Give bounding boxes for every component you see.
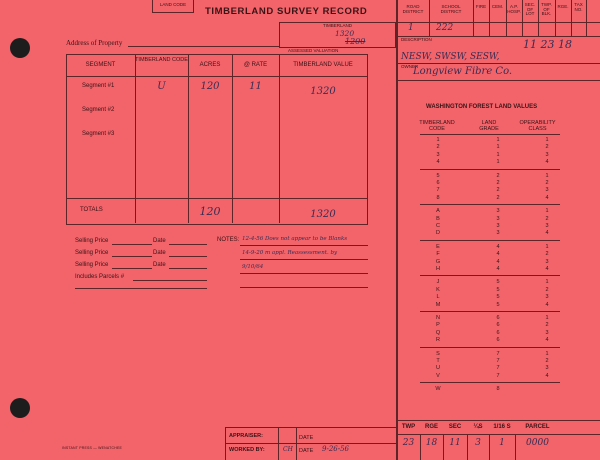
fv-code: B bbox=[436, 215, 440, 222]
fv-code: M bbox=[435, 301, 441, 308]
fv-grade: 6 bbox=[496, 329, 500, 336]
appraiser-label: APPRAISER: bbox=[229, 433, 263, 439]
fv-grade: 3 bbox=[496, 215, 500, 222]
land-code-label: LAND CODE bbox=[159, 2, 187, 7]
fv-grade: 2 bbox=[496, 180, 500, 186]
parcel-value-sec: 11 bbox=[449, 438, 461, 448]
fv-code: L bbox=[436, 294, 440, 301]
fv-class: 2 bbox=[545, 286, 549, 293]
worked-by-label: WORKED BY: bbox=[229, 447, 265, 453]
parcel-header-parcel: PARCEL bbox=[525, 424, 550, 430]
fv-class: 4 bbox=[545, 194, 549, 201]
notes-line-2: 14-9-20 m appl. Reassessment. by bbox=[242, 250, 338, 256]
fv-class: 3 bbox=[545, 187, 549, 194]
fv-class: 2 bbox=[545, 322, 549, 329]
parcel-value-quarter: 3 bbox=[475, 438, 481, 448]
table-totals-divider bbox=[66, 198, 367, 199]
fv-grade: 6 bbox=[496, 315, 500, 321]
fv-group-divider bbox=[420, 240, 560, 241]
fv-grade: 1 bbox=[496, 151, 500, 158]
fv-class: 3 bbox=[545, 294, 549, 301]
col-divider bbox=[232, 54, 233, 223]
appraiser-col-divider bbox=[278, 427, 279, 460]
fv-code: P bbox=[436, 322, 440, 329]
fire-header: FIRE bbox=[475, 4, 487, 9]
timberland-value-2: 1200 bbox=[345, 37, 366, 46]
parcel-header-sec: SEC bbox=[448, 424, 462, 430]
fv-code: 3 bbox=[436, 151, 440, 158]
fv-grade: 2 bbox=[496, 172, 500, 179]
fv-class: 3 bbox=[545, 329, 549, 336]
tax-no-header: TAX NO. bbox=[574, 2, 583, 12]
parcel-header-sixteenth: 1/16 S bbox=[493, 424, 511, 430]
worked-date-label: DATE bbox=[299, 448, 314, 454]
header-timberland-value: TIMBERLAND VALUE bbox=[293, 62, 353, 68]
selling-price-label: Selling Price bbox=[75, 250, 109, 256]
appraiser-date-label: DATE bbox=[299, 435, 314, 441]
fv-grade: 2 bbox=[496, 194, 500, 201]
segment-1-code: U bbox=[157, 81, 166, 92]
fv-grade: 2 bbox=[496, 187, 500, 194]
fv-class: 2 bbox=[545, 358, 549, 364]
header-segment: SEGMENT bbox=[85, 62, 116, 68]
land-code-box bbox=[152, 0, 194, 13]
selling-date-label: Date bbox=[153, 262, 166, 268]
description-line bbox=[397, 63, 600, 64]
district-col-divider bbox=[429, 0, 430, 37]
fv-code: 8 bbox=[436, 194, 440, 201]
fv-class: 4 bbox=[545, 337, 549, 344]
description-value: NESW, SWSW, SESW, bbox=[401, 52, 500, 62]
fv-class: 1 bbox=[545, 350, 549, 357]
fv-code: 6 bbox=[436, 180, 440, 186]
fv-grade: 7 bbox=[496, 365, 500, 372]
printer-credit: INSTANT PRESS — WENATCHEE bbox=[62, 446, 123, 450]
totals-acres: 120 bbox=[199, 205, 221, 218]
fv-class: 2 bbox=[545, 144, 549, 151]
fv-code: 5 bbox=[436, 172, 440, 179]
fv-group-divider bbox=[420, 275, 560, 276]
notes-label: NOTES: bbox=[217, 237, 240, 243]
fv-code: G bbox=[435, 258, 441, 265]
punch-hole bbox=[10, 398, 30, 418]
fv-header-code: TIMBERLAND CODE bbox=[419, 120, 455, 132]
entry-line bbox=[169, 244, 207, 245]
district-header-divider bbox=[397, 22, 600, 23]
fv-grade: 4 bbox=[496, 243, 500, 250]
forest-values-title: WASHINGTON FOREST LAND VALUES bbox=[426, 104, 538, 110]
fv-code: N bbox=[436, 315, 440, 321]
fv-class: 3 bbox=[545, 365, 549, 372]
notes-line bbox=[240, 245, 368, 246]
parcel-header-quarter: ¼S bbox=[473, 424, 483, 430]
road-district-header: ROAD DISTRICT bbox=[402, 4, 424, 14]
segment-2-label: Segment #2 bbox=[82, 107, 115, 113]
fv-group-divider bbox=[420, 347, 560, 348]
fv-group-divider bbox=[420, 204, 560, 205]
fv-class: 2 bbox=[545, 215, 549, 222]
col-divider bbox=[279, 54, 280, 223]
fv-class: 2 bbox=[545, 251, 549, 258]
fv-group-divider bbox=[420, 311, 560, 312]
notes-line-1: 12-4-56 Does not appear to be Blanks bbox=[242, 236, 348, 242]
fv-grade: 5 bbox=[496, 279, 500, 286]
fv-class: 4 bbox=[545, 266, 549, 272]
fv-grade: 1 bbox=[496, 137, 500, 143]
fv-grade: 4 bbox=[496, 258, 500, 265]
fv-code: R bbox=[436, 337, 440, 344]
segment-1-acres: 120 bbox=[200, 81, 220, 92]
fv-group-divider bbox=[420, 169, 560, 170]
fv-group-divider bbox=[420, 382, 560, 383]
entry-line bbox=[169, 256, 207, 257]
fv-class: 1 bbox=[545, 243, 549, 250]
totals-value: 1320 bbox=[310, 209, 336, 220]
card-center-divider bbox=[396, 0, 398, 460]
worked-date-value: 9-26-56 bbox=[322, 445, 349, 453]
fv-grade: 5 bbox=[496, 301, 500, 308]
header-acres: ACRES bbox=[199, 62, 221, 68]
entry-line bbox=[169, 268, 207, 269]
address-line bbox=[128, 46, 280, 47]
worked-by-value: CH bbox=[283, 446, 293, 453]
fv-code: D bbox=[436, 230, 440, 237]
fv-code: S bbox=[436, 350, 440, 357]
entry-line bbox=[75, 288, 207, 289]
fv-grade: 5 bbox=[496, 294, 500, 301]
fv-class: 4 bbox=[545, 301, 549, 308]
timberland-value-1: 1320 bbox=[335, 29, 355, 38]
address-label: Address of Property bbox=[66, 39, 123, 47]
segment-1-rate: 11 bbox=[249, 81, 262, 92]
fv-class: 3 bbox=[545, 223, 549, 229]
entry-line bbox=[112, 268, 152, 269]
fv-class: 1 bbox=[545, 137, 549, 143]
notes-line bbox=[240, 259, 368, 260]
fv-class: 3 bbox=[545, 258, 549, 265]
entry-line bbox=[112, 256, 152, 257]
district-col-divider bbox=[586, 0, 587, 37]
fv-code: F bbox=[436, 251, 440, 258]
selling-date-label: Date bbox=[153, 250, 166, 256]
fv-grade: 1 bbox=[496, 144, 500, 151]
fv-grade: 8 bbox=[496, 386, 500, 393]
owner-label: OWNER bbox=[401, 64, 419, 69]
segment-1-label: Segment #1 bbox=[82, 83, 115, 89]
school-district-value: 222 bbox=[436, 23, 454, 33]
assessed-valuation-label: ASSESSED VALUATION bbox=[288, 48, 339, 53]
parcel-value-twp: 23 bbox=[402, 438, 415, 448]
fv-class: 1 bbox=[545, 279, 549, 286]
col-divider bbox=[188, 54, 189, 223]
fv-code: T bbox=[436, 358, 440, 364]
description-label: DESCRIPTION bbox=[401, 37, 432, 42]
parcel-grid-middle bbox=[397, 434, 600, 435]
fv-grade: 3 bbox=[496, 223, 500, 229]
selling-date-label: Date bbox=[153, 238, 166, 244]
fv-code: 1 bbox=[436, 137, 440, 143]
fv-header-grade: LAND GRADE bbox=[479, 120, 499, 132]
parcel-value-parcel: 0000 bbox=[526, 438, 549, 448]
owner-value: Longview Fibre Co. bbox=[413, 66, 513, 77]
table-header-divider bbox=[66, 76, 367, 77]
fv-class: 1 bbox=[545, 172, 549, 179]
parcel-value-sixteenth: 1 bbox=[499, 438, 505, 448]
fv-grade: 1 bbox=[496, 159, 500, 166]
notes-line bbox=[240, 287, 368, 288]
selling-price-label: Selling Price bbox=[75, 262, 109, 268]
twp-blk-header: TWP. OF BLK. bbox=[541, 2, 552, 17]
header-rate: @ RATE bbox=[243, 62, 268, 68]
col-divider bbox=[135, 54, 136, 223]
fv-code: C bbox=[436, 223, 440, 229]
parcel-grid-top bbox=[397, 420, 600, 421]
fv-class: 4 bbox=[545, 230, 549, 237]
punch-hole bbox=[10, 38, 30, 58]
timberland-box-label: TIMBERLAND bbox=[322, 23, 352, 28]
entry-line bbox=[112, 244, 152, 245]
appraiser-col-divider bbox=[296, 427, 297, 460]
hosp-header: A.P. HOSP. bbox=[507, 4, 521, 14]
rge-header: RGE. bbox=[557, 4, 569, 9]
fv-class: 3 bbox=[545, 151, 549, 158]
notes-line-3: 9/10/64 bbox=[242, 264, 264, 270]
road-district-value: 1 bbox=[408, 23, 414, 33]
fv-grade: 7 bbox=[496, 350, 500, 357]
section-numbers: 11 23 18 bbox=[523, 38, 572, 51]
fv-grade: 7 bbox=[496, 372, 500, 379]
header-timberland-code: TIMBERLAND CODE bbox=[135, 57, 188, 63]
fv-code: J bbox=[436, 279, 440, 286]
fv-code: 4 bbox=[436, 159, 440, 166]
fv-code: V bbox=[436, 372, 440, 379]
fv-grade: 3 bbox=[496, 230, 500, 237]
fv-class: 2 bbox=[545, 180, 549, 186]
parcel-header-twp: TWP bbox=[401, 424, 416, 430]
parcel-value-rge: 18 bbox=[425, 438, 438, 448]
entry-line bbox=[133, 280, 207, 281]
sec-lot-header: SEC. OF LOT bbox=[524, 2, 536, 17]
fv-code: E bbox=[436, 243, 440, 250]
fv-grade: 4 bbox=[496, 266, 500, 272]
fv-code: A bbox=[436, 208, 440, 215]
fv-class: 4 bbox=[545, 372, 549, 379]
fv-code: 2 bbox=[436, 144, 440, 151]
fv-code: K bbox=[436, 286, 440, 293]
segments-table bbox=[66, 54, 368, 225]
appraiser-divider bbox=[225, 443, 397, 444]
school-district-header: SCHOOL DISTRICT bbox=[440, 4, 462, 14]
fv-class: 1 bbox=[545, 208, 549, 215]
totals-label: TOTALS bbox=[80, 207, 103, 213]
includes-parcels-label: Includes Parcels # bbox=[75, 274, 125, 280]
segment-1-value: 1320 bbox=[310, 86, 336, 97]
fv-code: W bbox=[435, 386, 441, 393]
fv-grade: 4 bbox=[496, 251, 500, 258]
notes-line bbox=[240, 273, 368, 274]
fv-code: Q bbox=[435, 329, 441, 336]
fv-grade: 6 bbox=[496, 337, 500, 344]
selling-price-label: Selling Price bbox=[75, 238, 109, 244]
fv-class: 1 bbox=[545, 315, 549, 321]
fv-grade: 3 bbox=[496, 208, 500, 215]
fv-grade: 6 bbox=[496, 322, 500, 329]
fv-code: 7 bbox=[436, 187, 440, 194]
parcel-header-rge: RGE bbox=[424, 424, 438, 430]
fv-header-class: OPERABILITY CLASS bbox=[519, 120, 556, 132]
segment-3-label: Segment #3 bbox=[82, 131, 115, 137]
fv-code: H bbox=[436, 266, 440, 272]
fv-code: U bbox=[436, 365, 440, 372]
fv-header-underline bbox=[420, 134, 560, 135]
fv-class: 4 bbox=[545, 159, 549, 166]
cem-header: CEM. bbox=[491, 4, 504, 9]
form-title: TIMBERLAND SURVEY RECORD bbox=[205, 6, 368, 17]
fv-grade: 7 bbox=[496, 358, 500, 364]
timberland-value-box bbox=[279, 22, 396, 48]
owner-line bbox=[397, 80, 600, 81]
fv-grade: 5 bbox=[496, 286, 500, 293]
